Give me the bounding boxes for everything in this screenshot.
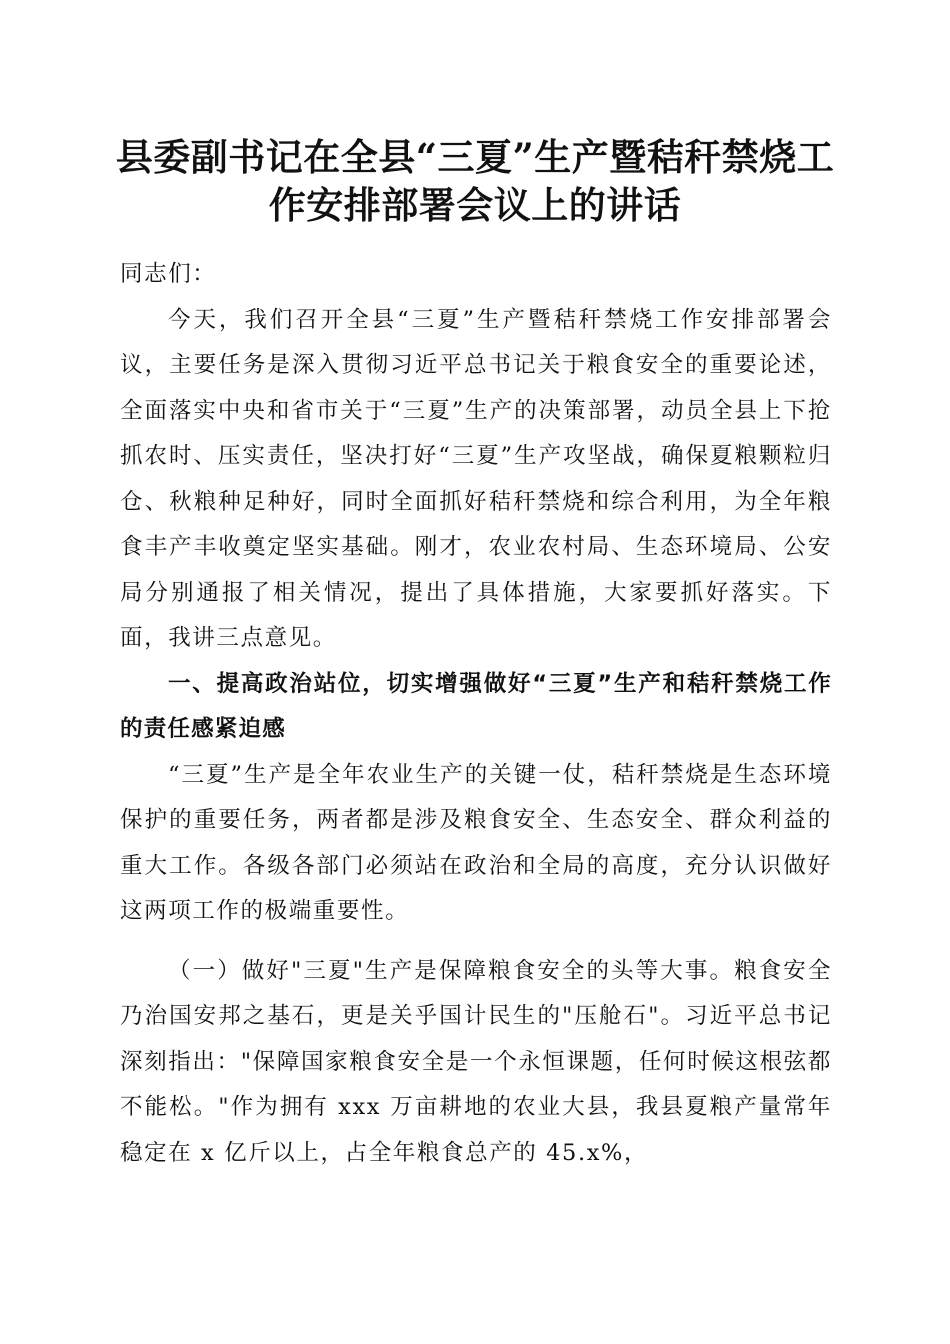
salutation: 同志们： — [120, 261, 217, 287]
subsection-1-text: 粮食安全乃治国安邦之基石，更是关乎国计民生的"压舱石"。习近平总书记深刻指出："保障国家粮食安全是一个永恒课题，任何时候这根弦都不能松。"作为拥有 xxx 万亩耕地的农业大县，我县夏粮产量常年稳定在 x 亿斤以上，占全年粮食总产的 45.x%， — [120, 957, 832, 1166]
title-line-1: 县委副书记在全县“三夏”生产暨秸秆禁烧工 — [115, 135, 835, 179]
title-line-2: 作安排部署会议上的讲话 — [268, 183, 682, 227]
document-title — [100, 133, 850, 229]
subsection-1-paragraph — [120, 949, 832, 1177]
paragraph-spacer — [120, 935, 832, 949]
section-1-paragraph: “三夏”生产是全年农业生产的关键一仗，秸秆禁烧是生态环境保护的重要任务，两者都是涉及粮食安全、生态安全、群众利益的重大工作。各级各部门必须站在政治和全局的高度，充分认识做好这两项工作的极端重要性。 — [120, 761, 832, 924]
document-body — [120, 252, 832, 1176]
intro-paragraph: 今天，我们召开全县“三夏”生产暨秸秆禁烧工作安排部署会议，主要任务是深入贯彻习近平总书记关于粮食安全的重要论述，全面落实中央和省市关于“三夏”生产的决策部署，动员全县上下抢抓农时、压实责任，坚决打好“三夏”生产攻坚战，确保夏粮颗粒归仓、秋粮种足种好，同时全面抓好秸秆禁烧和综合利用，为全年粮食丰产丰收奠定坚实基础。刚才，农业农村局、生态环境局、公安局分别通报了相关情况，提出了具体措施，大家要抓好落实。下面，我讲三点意见。 — [120, 306, 832, 651]
subsection-1-lead: （一）做好"三夏"生产是保障粮食安全的头等大事。 — [168, 957, 735, 984]
section-1-heading: 一、提高政治站位，切实增强做好“三夏”生产和秸秆禁烧工作的责任感紧迫感 — [120, 670, 832, 742]
